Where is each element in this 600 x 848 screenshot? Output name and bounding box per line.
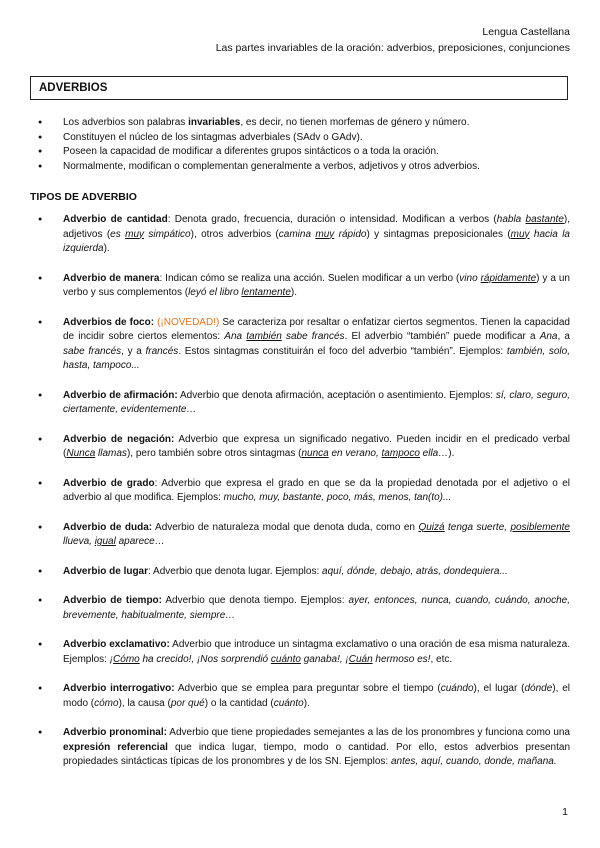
example: francés (145, 345, 179, 357)
example: vino (459, 272, 481, 284)
type-title: Adverbio de afirmación: (63, 389, 178, 401)
text: Adverbio que expresa un significado negativo. Pueden incidir en el predicado verbal ( (63, 433, 570, 459)
example-underlined: muy (510, 228, 530, 240)
text: Adverbio que se emplea para preguntar sobre el tiempo ( (174, 683, 441, 694)
novedad-tag: (¡NOVEDAD!) (154, 316, 220, 328)
example: sabe francés (63, 345, 122, 357)
type-pronominal (38, 726, 570, 770)
type-tiempo (38, 594, 570, 623)
type-title: Adverbio de duda: (63, 521, 153, 533)
example-underlined: Cómo (113, 653, 140, 665)
example-underlined: rápidamente (480, 272, 537, 284)
example-underlined: cuánto (270, 653, 301, 665)
type-title: Adverbios de foco: (63, 316, 155, 328)
example-underlined: Nunca (66, 448, 96, 459)
example: camina (278, 228, 316, 240)
type-duda (38, 521, 570, 550)
example: cómo (94, 697, 119, 709)
example: cuánto (273, 697, 304, 709)
example-underlined: lentamente (241, 287, 291, 298)
type-title: Adverbio de lugar (63, 565, 149, 577)
text: ). (103, 243, 110, 254)
example: leyó el libro (188, 287, 242, 298)
text: ), otros adverbios ( (190, 228, 279, 240)
examples: ayer, entonces, nunca, cuando, cuándo, anoche, brevemente, habitualmente, siempre… (63, 595, 570, 621)
example: es (110, 228, 126, 240)
type-negacion (38, 433, 570, 462)
example-underlined: muy (125, 228, 145, 240)
example: hermoso es! (372, 653, 431, 665)
example: ha crecido!, ¡Nos sorprendió (139, 653, 271, 665)
section-title-box (30, 76, 568, 100)
example-underlined: bastante (525, 214, 564, 225)
example: ganaba!, ¡ (300, 653, 349, 665)
type-title: Adverbio de tiempo: (63, 595, 162, 606)
intro-item (38, 145, 568, 160)
text: que indica lugar, tiempo, modo o cantidad. Por ello, estos adverbios presentan propiedades sintácticas típicas de los pronombres y de los SN. Ejemplos: (63, 741, 571, 767)
text: ), el lugar ( (473, 683, 525, 694)
header-subject: Lengua Castellana (482, 26, 570, 38)
text: ) y sintagmas preposicionales ( (366, 228, 511, 240)
type-title: Adverbio pronominal: (63, 727, 167, 738)
page-number: 1 (562, 806, 568, 818)
text: ). (303, 697, 310, 709)
examples: antes, aquí, cuando, donde, mañana. (390, 756, 557, 767)
type-manera (38, 272, 570, 301)
example: ¡ (109, 653, 114, 665)
text: ), pero también sobre otros sintagmas ( (126, 448, 302, 459)
type-grado (38, 477, 570, 506)
example-underlined: igual (94, 536, 116, 547)
text: Adverbio que denota afirmación, aceptación o asentimiento. Ejemplos: (177, 389, 496, 401)
text: Los adverbios son palabras (63, 117, 189, 128)
text: ) o la cantidad ( (204, 697, 274, 709)
type-title: Adverbio de cantidad (63, 214, 168, 225)
text: Adverbio de naturaleza modal que denota duda, como en (152, 521, 419, 533)
example-underlined: tampoco (381, 448, 420, 459)
type-title: Adverbio de grado (63, 477, 155, 489)
example: sabe francés (281, 331, 345, 342)
example-underlined: posiblemente (510, 521, 570, 533)
examples: también, solo, hasta, tampoco... (63, 345, 570, 371)
example: rápido (334, 228, 367, 240)
intro-item (38, 116, 568, 131)
example: Ana (539, 331, 558, 342)
example: tenga suerte, (444, 521, 511, 533)
example: aparece… (115, 536, 165, 547)
text: , es decir, no tienen morfemas de género y número. (240, 117, 470, 128)
example-underlined: nunca (301, 448, 329, 459)
text: , y a (121, 345, 146, 357)
example: llamas (95, 448, 127, 459)
text: ), adjetivos ( (63, 214, 570, 240)
text: ), el modo ( (63, 683, 570, 709)
type-title: Adverbio exclamativo: (63, 639, 170, 650)
example: por qué (170, 697, 205, 709)
example: en verano, (328, 448, 382, 459)
intro-item (38, 160, 568, 175)
example: ella… (419, 448, 449, 459)
type-foco (38, 316, 570, 374)
text: ). (448, 448, 455, 459)
text: Adverbio que introduce un sintagma exclamativo o una oración de esa misma naturaleza. Ejemplos: (63, 639, 570, 665)
example: cuándo (440, 683, 474, 694)
text: , a (557, 331, 570, 342)
text: Adverbio que tiene propiedades semejantes a las de los pronombres y funciona como una (166, 727, 570, 738)
type-interrogativo (38, 682, 570, 711)
text: Poseen la capacidad de modificar a diferentes grupos sintácticos o a toda la oración. (63, 146, 439, 157)
type-title: Adverbio de manera (63, 272, 160, 284)
adverb-types-list (38, 213, 570, 785)
type-cantidad (38, 213, 570, 257)
example-underlined: muy (315, 228, 335, 240)
example: hacia la izquierda (63, 228, 570, 254)
type-title: Adverbio de negación: (63, 433, 175, 445)
subheading: TIPOS DE ADVERBIO (30, 191, 137, 203)
intro-item (38, 131, 568, 146)
text: : Denota grado, frecuencia, duración o intensidad. Modifican a verbos ( (167, 214, 497, 225)
examples: aquí, dónde, debajo, atrás, dondequiera... (322, 565, 508, 577)
example-underlined: Cuán (348, 653, 373, 665)
example: habla (496, 214, 526, 225)
example-underlined: Quizá (418, 521, 445, 533)
example: llueva, (63, 536, 95, 547)
examples: sí, claro, seguro, ciertamente, evidentemente… (63, 389, 570, 415)
text: ), la causa ( (118, 697, 171, 709)
examples: mucho, muy, bastante, poco, más, menos, tan(to)... (223, 492, 452, 503)
type-lugar (38, 565, 570, 580)
example: dónde (524, 683, 553, 694)
text: Adverbio que denota tiempo. Ejemplos: (162, 595, 349, 606)
text: : Indican cómo se realiza una acción. Suelen modificar a un verbo ( (159, 272, 460, 284)
text: . Estos sintagmas constituirán el foco del adverbio “también”. Ejemplos: (178, 345, 507, 357)
example: Ana (224, 331, 247, 342)
section-title: ADVERBIOS (39, 82, 108, 94)
text: Se caracteriza por resaltar o enfatizar ciertos segmentos. Tienen la capacidad de incidir sobre ciertos elementos: (63, 316, 570, 342)
text: ) y a un verbo y sus complementos ( (63, 272, 570, 298)
example: simpático (144, 228, 191, 240)
example-underlined: también (246, 331, 282, 342)
header-topic: Las partes invariables de la oración: adverbios, preposiciones, conjunciones (215, 42, 570, 54)
intro-list (38, 116, 568, 174)
text: Constituyen el núcleo de los sintagmas adverbiales (SAdv o GAdv). (63, 131, 363, 143)
text: Normalmente, modifican o complementan generalmente a verbos, adjetivos y otros adverbios. (63, 160, 480, 172)
type-afirmacion (38, 389, 570, 418)
text: , etc. (430, 653, 453, 665)
text: : Adverbio que denota lugar. Ejemplos: (148, 565, 323, 577)
text: . El adverbio “también” puede modificar a (344, 331, 540, 342)
type-exclamativo (38, 638, 570, 667)
text: ). (290, 287, 298, 298)
text: : Adverbio que expresa el grado en que se da la propiedad denotada por el adjetivo o el adverbio al que modifica. Ejemplos: (63, 477, 570, 503)
page-header (216, 24, 570, 56)
text-bold: invariables (188, 117, 241, 128)
text-bold: expresión referencial (63, 741, 168, 753)
type-title: Adverbio interrogativo: (63, 683, 175, 694)
